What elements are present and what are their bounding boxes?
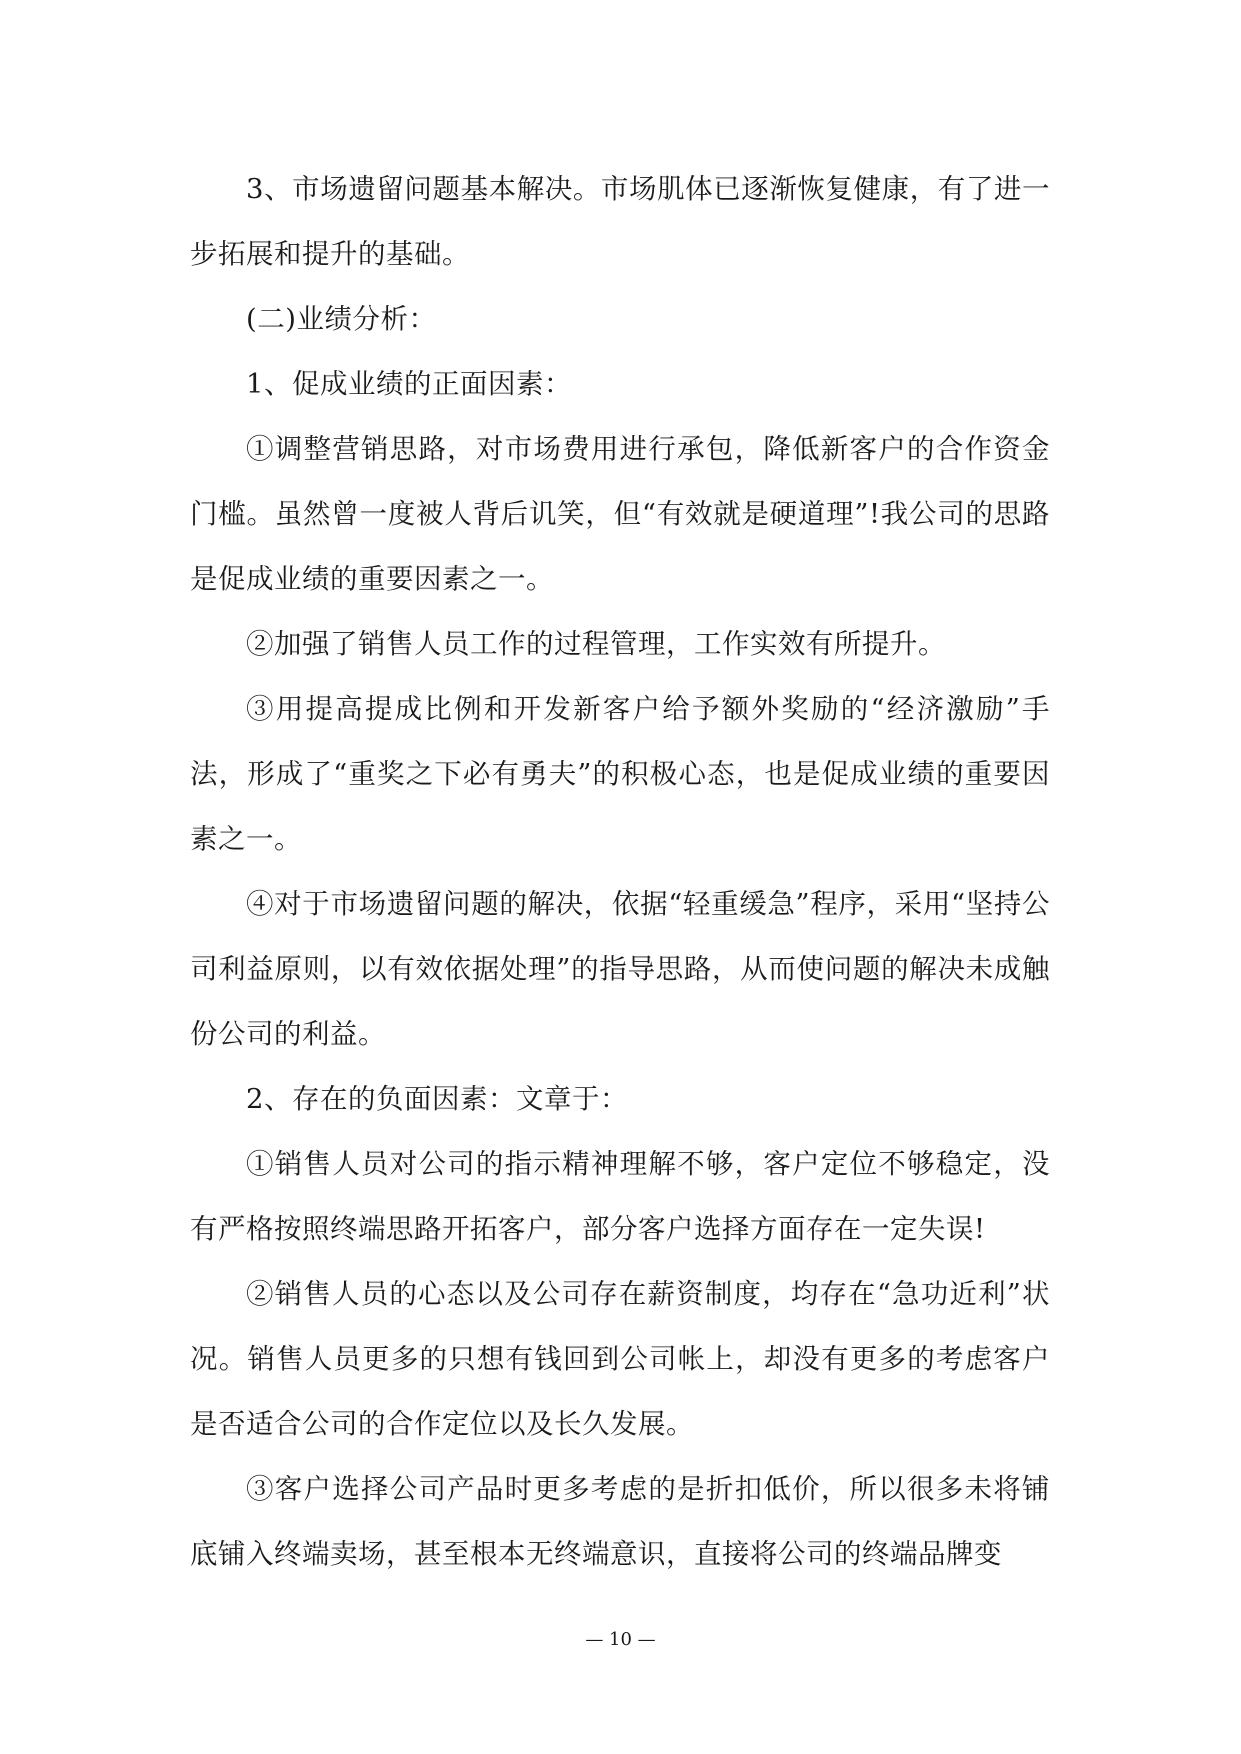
paragraph-7: ④对于市场遗留问题的解决，依据“轻重缓急”程序，采用“坚持公司利益原则，以有效依据处理”的指导思路，从而使问题的解决未成触份公司的利益。: [190, 888, 1050, 1050]
document-body: [190, 157, 1050, 1587]
paragraph-4: ①调整营销思路，对市场费用进行承包，降低新客户的合作资金门槛。虽然曾一度被人背后讥笑，但“有效就是硬道理”!我公司的思路是促成业绩的重要因素之一。: [190, 433, 1050, 595]
paragraph-11: ③客户选择公司产品时更多考虑的是折扣低价，所以很多未将铺底铺入终端卖场，甚至根本无终端意识，直接将公司的终端品牌变: [190, 1473, 1050, 1570]
paragraph-10: ②销售人员的心态以及公司存在薪资制度，均存在“急功近利”状况。销售人员更多的只想有钱回到公司帐上，却没有更多的考虑客户是否适合公司的合作定位以及长久发展。: [190, 1278, 1050, 1440]
paragraph-3: 1、促成业绩的正面因素：: [246, 368, 572, 400]
paragraph-8: 2、存在的负面因素：文章于：: [246, 1083, 628, 1115]
paragraph-1: 3、市场遗留问题基本解决。市场肌体已逐渐恢复健康，有了进一步拓展和提升的基础。: [190, 173, 1050, 270]
paragraph-5: ②加强了销售人员工作的过程管理，工作实效有所提升。: [246, 628, 946, 660]
paragraph-9: ①销售人员对公司的指示精神理解不够，客户定位不够稳定，没有严格按照终端思路开拓客户，部分客户选择方面存在一定失误!: [190, 1148, 1050, 1245]
page-number: — 10 —: [585, 1629, 656, 1650]
paragraph-2: (二)业绩分析：: [246, 303, 437, 335]
paragraph-6: ③用提高提成比例和开发新客户给予额外奖励的“经济激励”手法，形成了“重奖之下必有勇夫”的积极心态，也是促成业绩的重要因素之一。: [190, 693, 1050, 855]
